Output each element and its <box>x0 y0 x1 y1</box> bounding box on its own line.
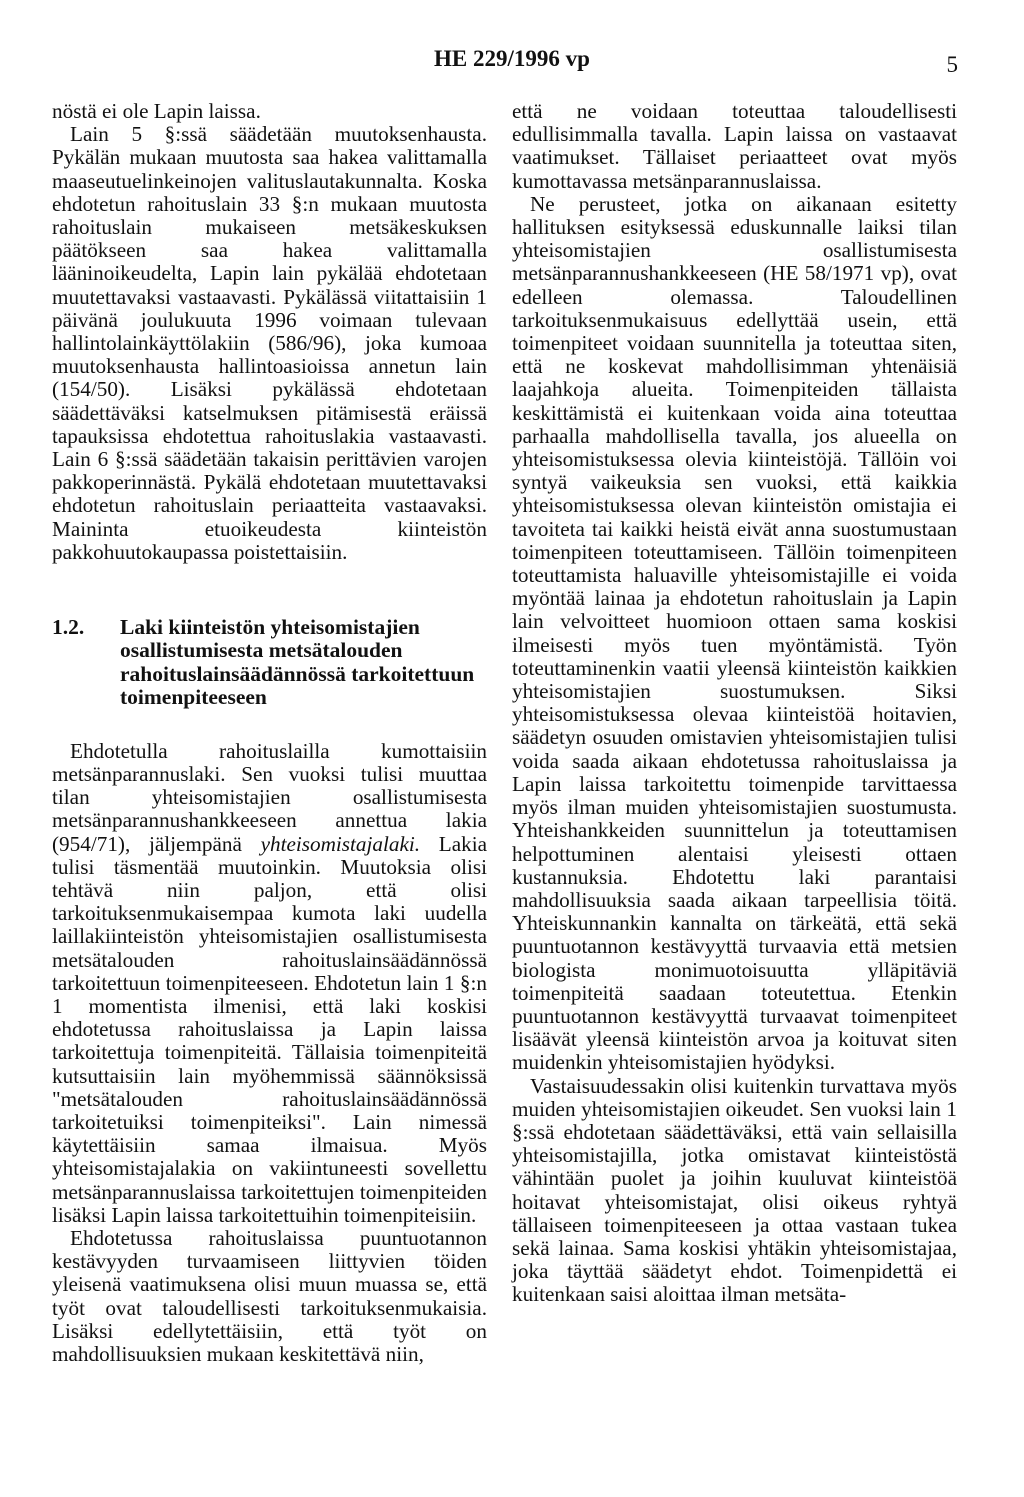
section-number: 1.2. <box>52 615 85 640</box>
paragraph-text: Ehdotetulla rahoituslailla kumottaisiin metsänparannuslaki. Sen vuoksi tulisi muuttaa tilan yhteisomistajien osallistumisesta metsänparannushankkeeseen annettua lakia (954/71), jäljempänä <box>52 738 487 856</box>
paragraph: Lain 5 §:ssä säädetään muutoksenhausta. Pykälän mukaan muutosta saa hakea valittamalla maaseutuelinkeinojen valituslautakunnalta. Koska ehdotetun rahoituslain 33 §:n mukaan muutosta rahoituslain mukaiseen metsäkeskuksen päätökseen saa hakea valittamalla lääninoikeudelta, Lapin lain pykälää ehdotetaan muutettavaksi vastaavasti. Pykälässä viitattaisiin 1 päivänä joulukuuta 1996 voimaan tulevaan hallintolainkäyttölakiin (586/96), joka kumoaa muutoksenhausta hallintoasioissa annetun lain (154/50). Lisäksi pykälässä ehdotetaan säädettäväksi katselmuksen pitämisestä eräissä tapauksissa ehdotettua rahoituslakia vastaavasti. Lain 6 §:ssä säädetään takaisin perittävien varojen pakkoperinnästä. Pykälä ehdotetaan muutettavaksi ehdotetun rahoituslain periaatteita vastaavaksi. Maininta etuoikeudesta kiinteistön pakkohuutokaupassa poistettaisiin. <box>52 122 487 564</box>
paragraph: että ne voidaan toteuttaa taloudellisesti edullisimmalla tavalla. Lapin laissa on vastaavat vaatimukset. Tällaiset periaatteet ovat myös kumottavassa metsänparannuslaissa. <box>512 99 957 193</box>
section-title: Laki kiinteistön yhteisomistajien osallistumisesta metsätalouden rahoituslainsäädännössä tarkoitettuun toimenpiteeseen <box>120 615 475 710</box>
page-number: 5 <box>946 52 958 77</box>
emphasized-term: yhteisomistajalaki. <box>260 831 421 856</box>
page-header <box>0 46 1024 86</box>
paragraph: Ne perusteet, jotka on aikanaan esitetty hallituksen esityksessä eduskunnalle laiksi tilan yhteisomistajien osallistumisesta metsänparannushankkeeseen (HE 58/1971 vp), ovat edelleen olemassa. Taloudellinen tarkoituksenmukaisuus edellyttää usein, että toimenpiteet voidaan suunnitella ja toteuttaa siten, että ne koskevat mahdollisimman yhtenäisiä laajahkoja alueita. Toimenpiteiden tällaista keskittämistä ei kuitenkaan voida aina toteuttaa parhaalla mahdollisella tavalla, jos alueella on yhteisomistuksessa olevia kiinteistöjä. Tällöin voi syntyä vaikeuksia sen vuoksi, että kaikkia yhteisomistuksessa olevan kiinteistön omistajia ei tavoiteta tai kaikki heistä eivät anna suostumustaan toimenpiteen toteuttamiseen. Tällöin toimenpiteen toteuttamista haluaville yhteisomistajille ei voida myöntää lainaa ja ehdotetun rahoituslain ja Lapin lain velvoitteet huomioon ottaen sama koskisi ilmeisesti myös tuen myöntämistä. Työn toteuttaminenkin vaatii yleensä kiinteistön kaikkien yhteisomistajien suostumuksen. Siksi yhteisomistuksessa olevaa kiinteistöä hoitavien, säädetyn osuuden omistavien yhteisomistajien tulisi voida saada aikaan ehdotetussa rahoituslaissa ja Lapin laissa tarkoitettu toimenpide tarvittaessa myös ilman muiden yhteisomistajien suostumusta. Yhteishankkeiden suunnittelun ja toteuttamisen helpottuminen alentaisi yleisesti ottaen kustannuksia. Ehdotettu laki parantaisi mahdollisuuksia saada aikaan tarpeellisia töitä. Yhteiskunnankin kannalta on tärkeätä, että sekä puuntuotannon kestävyyttä turvaavia että metsien biologista monimuotoisuutta ylläpitäviä toimenpiteitä saadaan toteutettua. Etenkin puuntuotannon kestävyyttä turvaavat toimenpiteet lisäävät yleensä kiinteistön arvoa ja koituvat siten muidenkin yhteisomistajien hyödyksi. <box>512 191 957 1075</box>
document-id: HE 229/1996 vp <box>434 46 590 71</box>
paragraph: Ehdotetussa rahoituslaissa puuntuotannon kestävyyden turvaamiseen liittyvien töiden yleisenä vaatimuksena olisi muun muassa se, että työt ovat taloudellisesti tarkoituksenmukaisia. Lisäksi edellytettäisiin, että työt on mahdollisuuksien mukaan keskitettävä niin, <box>52 1225 487 1366</box>
left-column <box>52 100 487 1366</box>
right-column <box>512 100 957 1307</box>
paragraph: Vastaisuudessakin olisi kuitenkin turvattava myös muiden yhteisomistajien oikeudet. Sen vuoksi lain 1 §:ssä ehdotetaan säädettäväksi, että vain sellaisilla yhteisomistajilla, jotka omistavat kiinteistöstä vähintään puolet ja joihin kuuluvat kiinteistöä hoitavat yhteisomistajat, olisi oikeus ryhtyä tällaiseen toimenpiteeseen ja ottaa vastaan tukea sekä lainaa. Sama koskisi yhtäkin yhteisomistajaa, joka täyttää säädetyt ehdot. Toimenpidettä ei kuitenkaan saisi aloittaa ilman metsäta- <box>512 1073 957 1307</box>
section-heading <box>52 616 487 710</box>
paragraph: nöstä ei ole Lapin laissa. <box>52 99 261 123</box>
paragraph <box>52 740 487 1227</box>
paragraph-text: Lakia tulisi täsmentää muutoinkin. Muutoksia olisi tehtävä niin paljon, että olisi tarkoituksenmukaisempaa kumota laki uudella laillakiinteistön yhteisomistajien osallistumisesta metsätalouden rahoituslainsäädännössä tarkoitettuun toimenpiteeseen. Ehdotetun lain 1 §:n 1 momentista ilmenisi, että laki koskisi ehdotetussa rahoituslaissa ja Lapin laissa tarkoitettuja toimenpiteitä. Tällaisia toimenpiteitä kutsuttaisiin lain myöhemmissä säännöksissä "metsätalouden rahoituslainsäädännössä tarkoitetuiksi toimenpiteiksi". Lain nimessä käytettäisiin samaa ilmaisua. Myös yhteisomistajalakia on vakiintuneesti sovellettu metsänparannuslaissa tarkoitettujen toimenpiteiden lisäksi Lapin laissa tarkoitettuihin toimenpiteisiin. <box>52 831 487 1227</box>
